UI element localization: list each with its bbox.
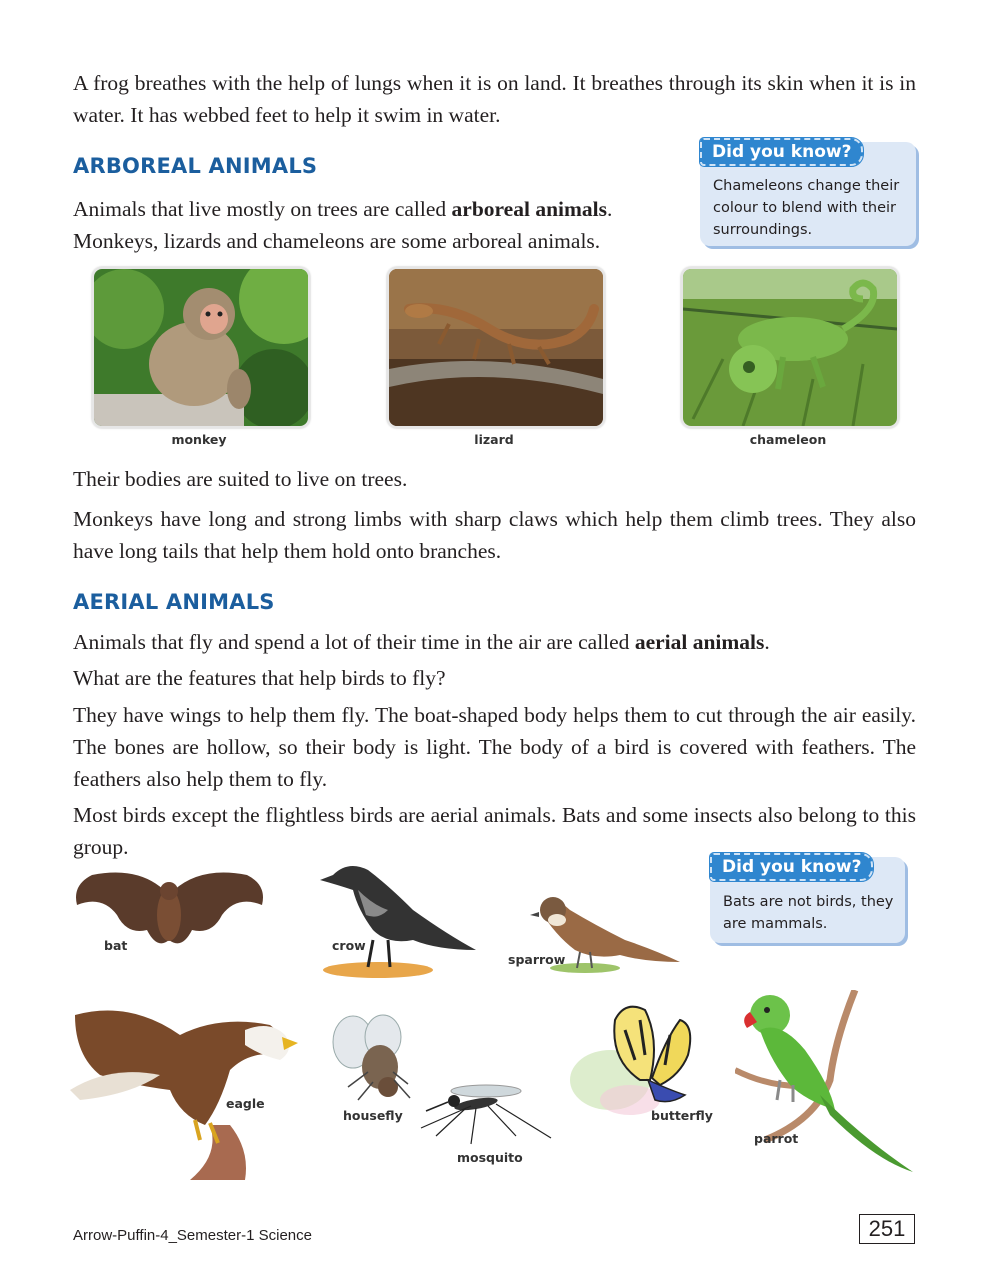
did-you-know-tag: Did you know?: [710, 853, 873, 881]
arboreal-examples: Monkeys, lizards and chameleons are some arboreal animals.: [73, 229, 601, 253]
chameleon-caption: chameleon: [749, 432, 827, 447]
frog-paragraph: A frog breathes with the help of lungs when it is on land. It breathes through its skin when it is in water. It has webbed feet to help it swim in water.: [73, 71, 916, 127]
question-paragraph: What are the features that help birds to fly?: [73, 666, 446, 690]
wings-paragraph: They have wings to help them fly. The boat-shaped body helps them to cut through the air easily. The bones are hollow, so their body is light. The body of a bird is covered with feathers. The feathers also help them to fly.: [73, 703, 916, 791]
did-you-know-box-bats: [710, 857, 905, 943]
monkeys-paragraph: Monkeys have long and strong limbs with sharp claws which help them climb trees. They also have long tails that help them hold onto branches.: [73, 507, 916, 563]
bat-illustration: [72, 865, 267, 975]
housefly-label: housefly: [343, 1108, 403, 1123]
monkey-caption: monkey: [171, 432, 227, 447]
book-footer: Arrow-Puffin-4_Semester-1 Science: [73, 1227, 312, 1244]
butterfly-illustration: [570, 1000, 720, 1120]
butterfly-label: butterfly: [651, 1108, 713, 1123]
crow-illustration: [318, 855, 478, 980]
mosquito-label: mosquito: [457, 1150, 523, 1165]
did-you-know-tag: Did you know?: [700, 138, 863, 166]
did-you-know-box-chameleon: [700, 142, 916, 246]
did-you-know-text: Chameleons change their colour to blend with their surroundings.: [713, 178, 900, 238]
lizard-caption: lizard: [474, 432, 514, 447]
lizard-photo: [387, 267, 605, 428]
arboreal-heading: ARBOREAL ANIMALS: [73, 154, 318, 178]
aerial-definition: Animals that fly and spend a lot of their time in the air are called aerial animals.: [73, 630, 770, 654]
page-number: 251: [859, 1214, 915, 1244]
aerial-heading: AERIAL ANIMALS: [73, 590, 275, 614]
eagle-illustration: [70, 995, 300, 1185]
eagle-label: eagle: [226, 1096, 265, 1111]
bodies-suited-paragraph: Their bodies are suited to live on trees.: [73, 467, 408, 491]
parrot-illustration: [735, 990, 915, 1175]
sparrow-label: sparrow: [508, 952, 566, 967]
chameleon-photo: [681, 267, 899, 428]
housefly-illustration: [328, 1012, 413, 1102]
crow-label: crow: [332, 938, 366, 953]
most-birds-paragraph: Most birds except the flightless birds are aerial animals. Bats and some insects also belong to this group.: [73, 803, 916, 859]
arboreal-definition: Animals that live mostly on trees are called arboreal animals.: [73, 197, 613, 221]
mosquito-illustration: [416, 1066, 556, 1146]
did-you-know-text: Bats are not birds, they are mammals.: [723, 894, 894, 932]
monkey-photo: [92, 267, 310, 428]
parrot-label: parrot: [754, 1131, 799, 1146]
bat-label: bat: [104, 938, 128, 953]
